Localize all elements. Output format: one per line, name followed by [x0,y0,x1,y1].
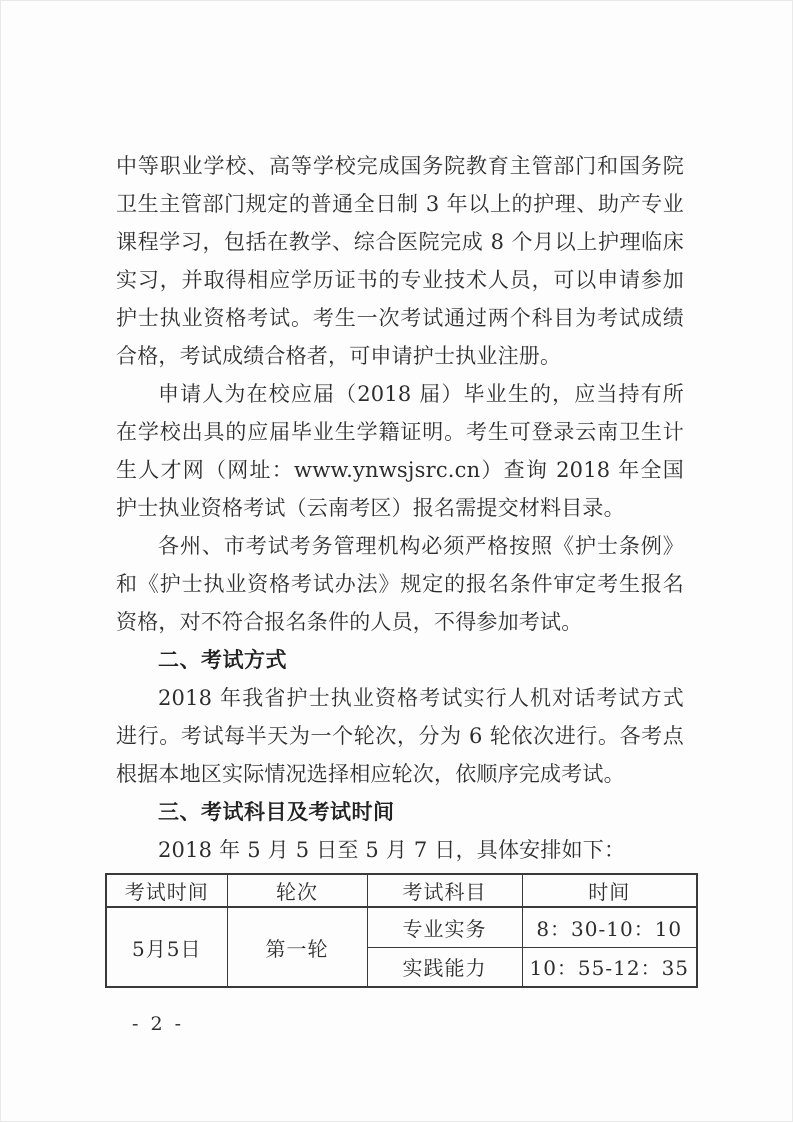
exam-table-body [106,907,697,987]
exam-date-cell: 5月5日 [106,907,227,987]
column-header: 考试时间 [106,874,227,907]
time-cell: 10：55-12：35 [522,947,697,987]
document-body [116,147,684,869]
time-cell: 8：30-10：10 [522,907,697,947]
section-heading: 三、考试科目及考试时间 [158,800,395,824]
exam-table-header-row [106,874,697,907]
column-header: 时间 [522,874,697,907]
body-paragraph: 2018 年 5 月 5 日至 5 月 7 日，具体安排如下： [158,838,626,862]
body-paragraph: 各州、市考试考务管理机构必须严格按照《护士条例》和《护士执业资格考试办法》规定的报名条件审定考生报名资格，对不符合报名条件的人员，不得参加考试。 [116,534,684,634]
column-header: 轮次 [227,874,367,907]
body-paragraph: 中等职业学校、高等学校完成国务院教育主管部门和国务院卫生主管部门规定的普通全日制 3 年以上的护理、助产专业课程学习，包括在教学、综合医院完成 8 个月以上护理临床实习，并取得相应学历证书的专业技术人员，可以申请参加护士执业资格考试。考生一次考试通过两个科目为考试成绩合格，考试成绩合格者，可申请护士执业注册。 [116,154,684,368]
exam-schedule-table [105,873,698,988]
page-number: - 2 - [132,1013,185,1035]
body-paragraph: 申请人为在校应届（2018 届）毕业生的，应当持有所在学校出具的应届毕业生学籍证明。考生可登录云南卫生计生人才网（网址：www.ynwsjsrc.cn）查询 2018 年全国护士执业资格考试（云南考区）报名需提交材料目录。 [116,382,684,520]
round-cell: 第一轮 [227,907,367,987]
column-header: 考试科目 [367,874,522,907]
table-row [106,907,697,947]
subject-cell: 实践能力 [367,947,522,987]
body-paragraph: 2018 年我省护士执业资格考试实行人机对话考试方式进行。考试每半天为一个轮次，分为 6 轮依次进行。各考点根据本地区实际情况选择相应轮次，依顺序完成考试。 [116,686,684,786]
section-heading: 二、考试方式 [158,648,287,672]
subject-cell: 专业实务 [367,907,522,947]
